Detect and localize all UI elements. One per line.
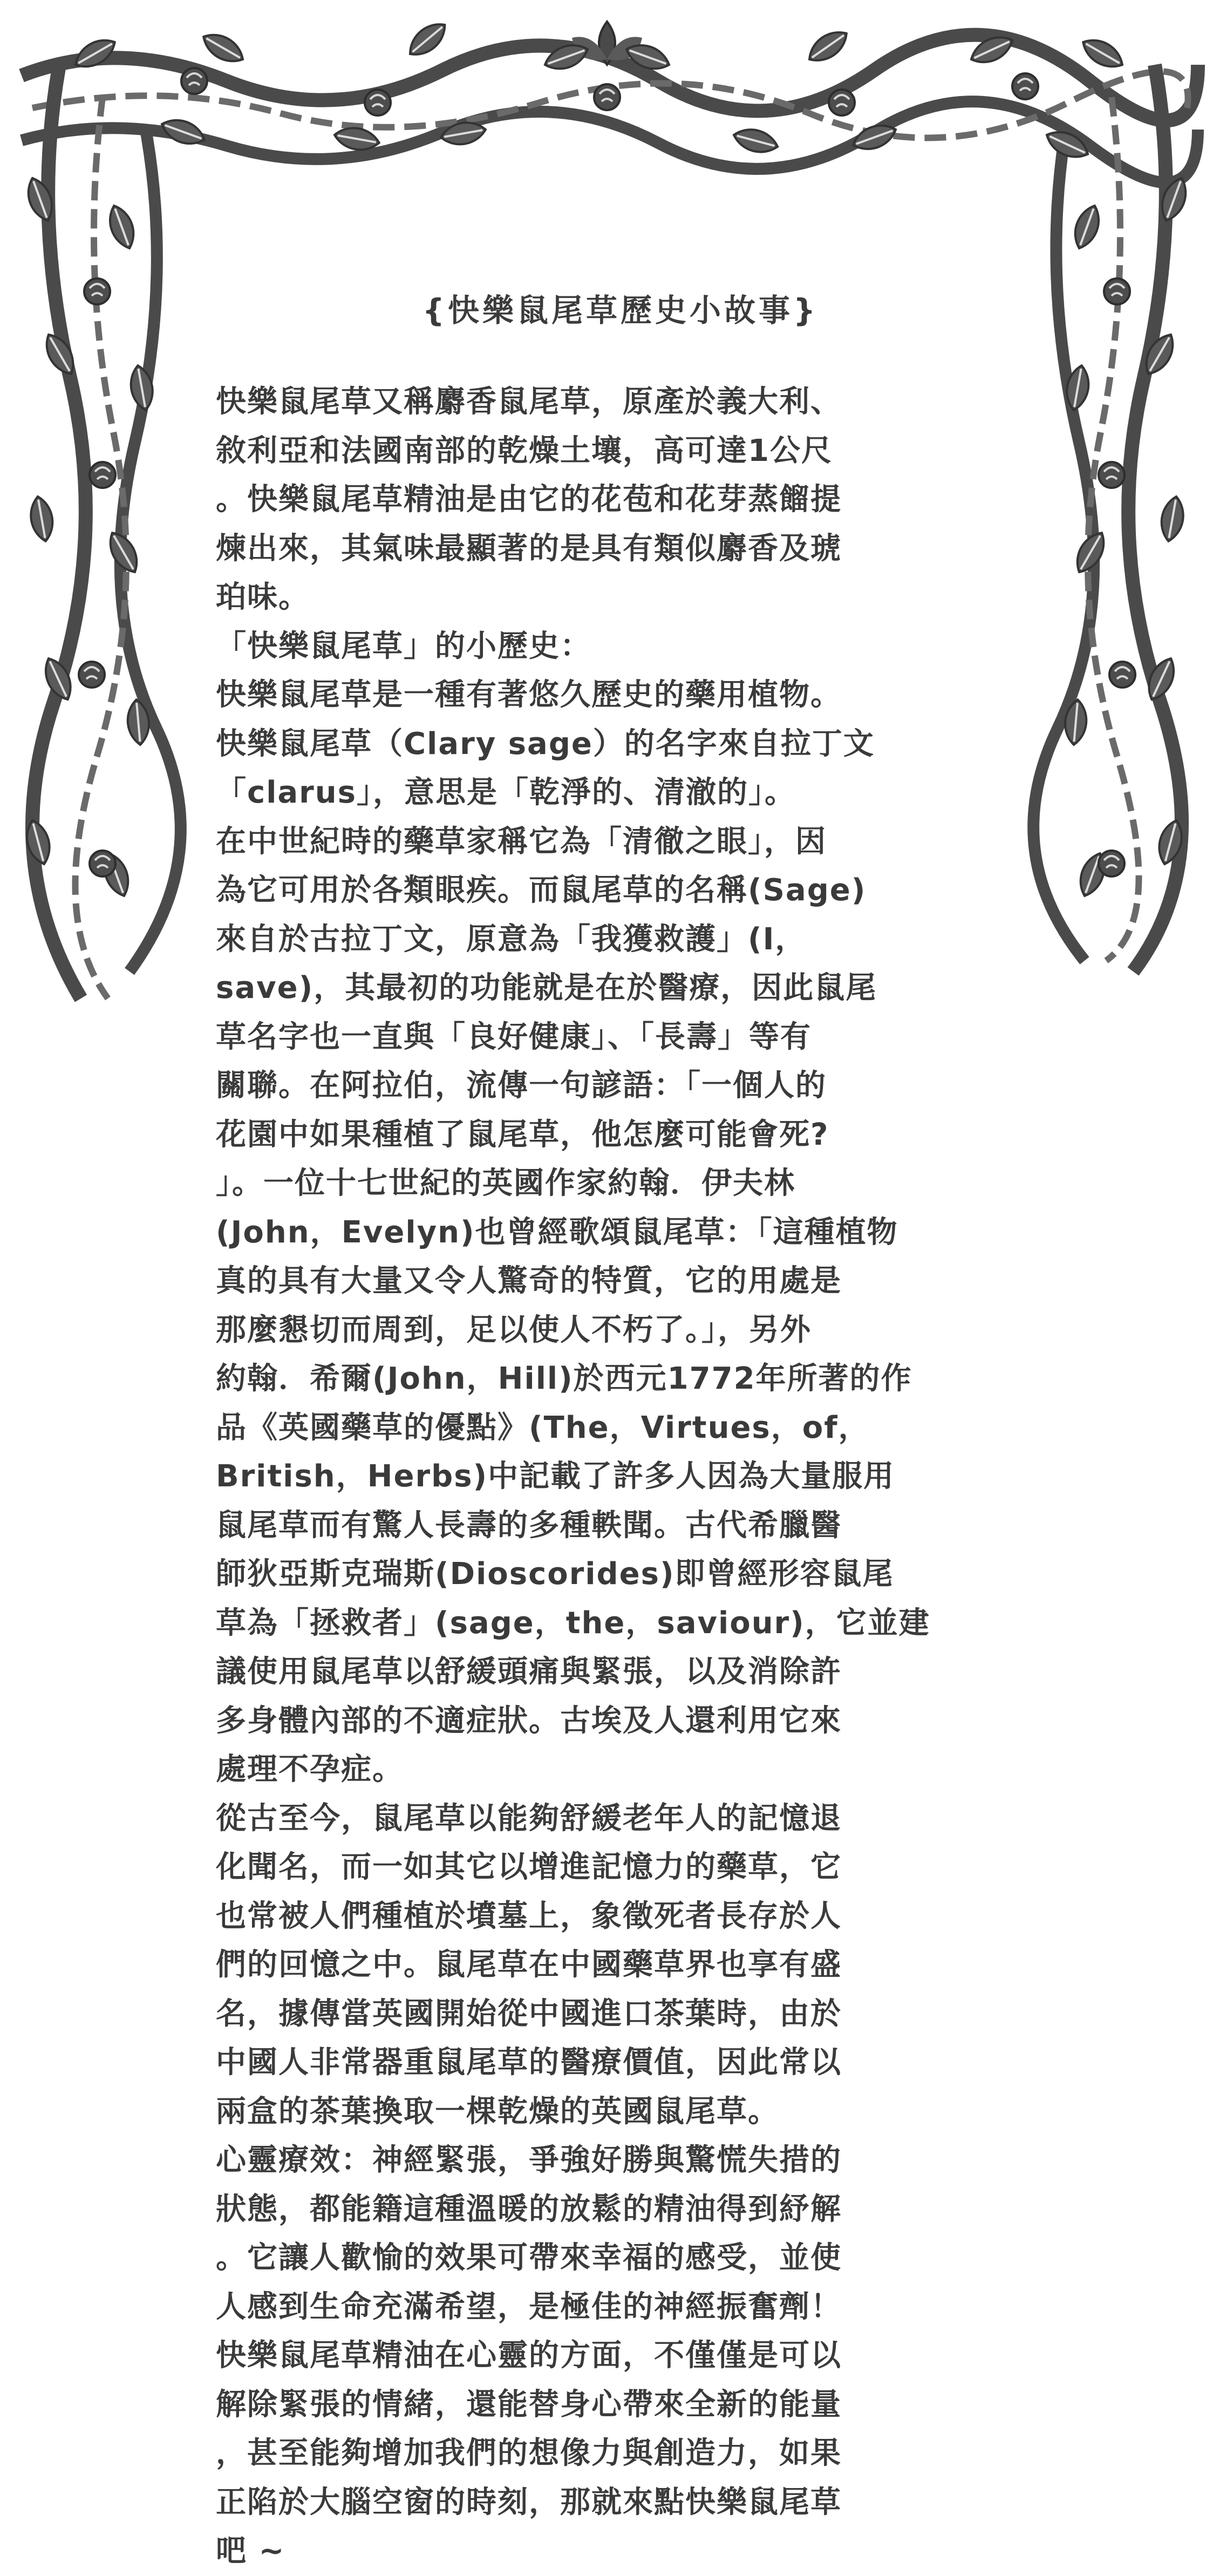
text-line: 正陷於大腦空窗的時刻，那就來點快樂鼠尾草 bbox=[216, 2484, 842, 2520]
text-line: 狀態，都能籍這種溫暖的放鬆的精油得到紓解 bbox=[216, 2191, 842, 2227]
text-line: 兩盒的茶葉換取一棵乾燥的英國鼠尾草。 bbox=[216, 2094, 779, 2129]
text-line: 化聞名，而一如其它以增進記憶力的藥草，它 bbox=[216, 1850, 842, 1885]
text-line: 中國人非常器重鼠尾草的醫療價值，因此常以 bbox=[216, 2045, 842, 2080]
text-line: 花園中如果種植了鼠尾草，他怎麼可能會死? bbox=[216, 1117, 829, 1152]
text-line: 關聯。在阿拉伯，流傳一句諺語：「一個人的 bbox=[216, 1068, 827, 1103]
text-line: save)，其最初的功能就是在於醫療，因此鼠尾 bbox=[216, 970, 877, 1005]
text-line: 為它可用於各類眼疾。而鼠尾草的名稱(Sage) bbox=[216, 873, 867, 908]
text-line: 吧 ~ bbox=[216, 2533, 285, 2568]
text-line: 。快樂鼠尾草精油是由它的花苞和花芽蒸餾提 bbox=[216, 482, 842, 517]
text-line: 真的具有大量又令人驚奇的特質，它的用處是 bbox=[216, 1263, 842, 1299]
text-line: 珀味。 bbox=[216, 580, 310, 615]
text-line: 來自於古拉丁文，原意為「我獲救護」(I， bbox=[216, 921, 807, 957]
text-line: 」。一位十七世紀的英國作家約翰．伊夫林 bbox=[216, 1166, 795, 1201]
text-line: 「快樂鼠尾草」的小歷史： bbox=[216, 628, 591, 664]
text-line: 從古至今，鼠尾草以能夠舒緩老年人的記憶退 bbox=[216, 1800, 842, 1836]
text-line: 草為「拯救者」(sage，the，saviour)，它並建 bbox=[216, 1605, 930, 1641]
text-line: British，Herbs)中記載了許多人因為大量服用 bbox=[216, 1459, 895, 1494]
text-line: 敘利亞和法國南部的乾燥土壤，高可達1公尺 bbox=[216, 433, 833, 468]
text-line: 處理不孕症。 bbox=[216, 1752, 404, 1787]
text-line: 議使用鼠尾草以舒緩頭痛與緊張，以及消除許 bbox=[216, 1654, 842, 1689]
text-line: 鼠尾草而有驚人長壽的多種軼聞。古代希臘醫 bbox=[216, 1507, 842, 1543]
text-line: 快樂鼠尾草又稱麝香鼠尾草，原產於義大利、 bbox=[216, 384, 842, 419]
text-line: 名，據傳當英國開始從中國進口茶葉時，由於 bbox=[216, 1996, 842, 2031]
document-body bbox=[216, 378, 1025, 2576]
text-line: 草名字也一直與「良好健康」、「長壽」等有 bbox=[216, 1019, 812, 1055]
text-line: 品《英國藥草的優點》(The，Virtues，of， bbox=[216, 1410, 870, 1445]
text-line: ，甚至能夠增加我們的想像力與創造力，如果 bbox=[216, 2436, 842, 2471]
text-line: 心靈療效：神經緊張，爭強好勝與驚慌失措的 bbox=[216, 2143, 842, 2178]
text-line: 「clarus」，意思是「乾淨的、清澈的」。 bbox=[216, 775, 796, 810]
text-line: 多身體內部的不適症狀。古埃及人還利用它來 bbox=[216, 1703, 842, 1738]
text-line: 師狄亞斯克瑞斯(Dioscorides)即曾經形容鼠尾 bbox=[216, 1557, 894, 1592]
text-line: 煉出來，其氣味最顯著的是具有類似麝香及琥 bbox=[216, 531, 842, 566]
text-line: 也常被人們種植於墳墓上，象徵死者長存於人 bbox=[216, 1898, 842, 1934]
text-line: 在中世紀時的藥草家稱它為「清徹之眼」，因 bbox=[216, 824, 827, 859]
text-line: 快樂鼠尾草是一種有著悠久歷史的藥用植物。 bbox=[216, 677, 842, 712]
text-line: 。它讓人歡愉的效果可帶來幸福的感受，並使 bbox=[216, 2240, 842, 2275]
text-line: 人感到生命充滿希望，是極佳的神經振奮劑！ bbox=[216, 2289, 842, 2324]
right-vine-band bbox=[1033, 65, 1182, 971]
text-line: 約翰．希爾(John，Hill)於西元1772年所著的作 bbox=[216, 1361, 912, 1396]
text-line: 那麼懇切而周到，足以使人不朽了。」，另外 bbox=[216, 1312, 812, 1348]
text-line: (John，Evelyn)也曾經歌頌鼠尾草：「這種植物 bbox=[216, 1214, 898, 1250]
text-line: 快樂鼠尾草（Clary sage）的名字來自拉丁文 bbox=[216, 726, 875, 762]
text-line: 們的回憶之中。鼠尾草在中國藥草界也享有盛 bbox=[216, 1947, 842, 1982]
text-line: 快樂鼠尾草精油在心靈的方面，不僅僅是可以 bbox=[216, 2338, 842, 2373]
document-title: {快樂鼠尾草歷史小故事} bbox=[422, 292, 819, 329]
text-line: 解除緊張的情緒，還能替身心帶來全新的能量 bbox=[216, 2387, 842, 2422]
